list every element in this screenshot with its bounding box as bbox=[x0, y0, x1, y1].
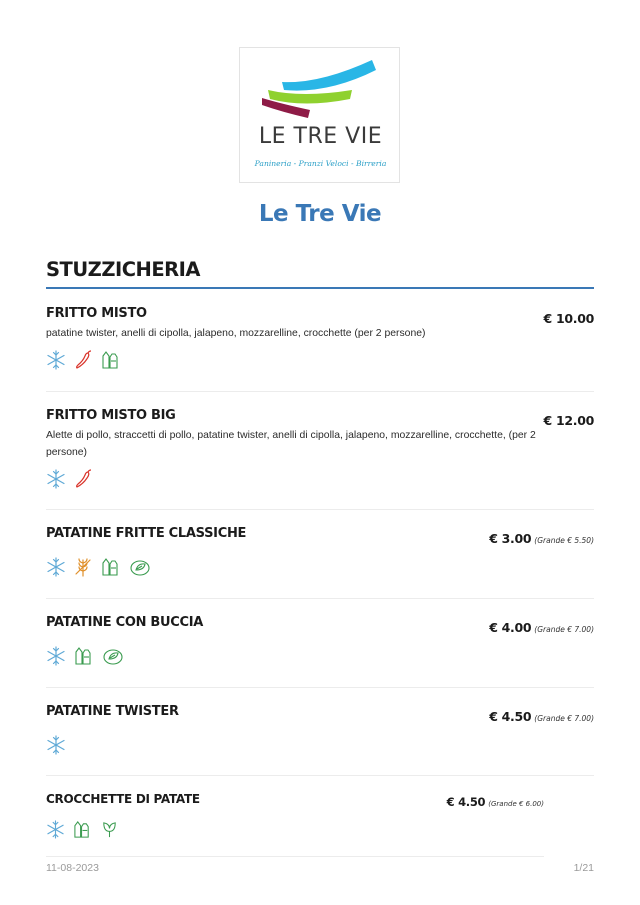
snowflake-icon bbox=[46, 735, 66, 755]
item-description: Alette di pollo, straccetti di pollo, patatine twister, anelli di cipolla, jalapeno, mozzarelline, crocchette, (per 2 persone) bbox=[46, 430, 536, 458]
logo-name: LE TRE VIE bbox=[258, 124, 383, 149]
section-rule bbox=[46, 287, 594, 289]
gluten-free-icon bbox=[73, 557, 93, 577]
milk-icon bbox=[100, 350, 122, 370]
footer-date: 11-08-2023 bbox=[46, 862, 99, 874]
item-name: FRITTO MISTO BIG bbox=[46, 408, 176, 423]
item-name: PATATINE FRITTE CLASSICHE bbox=[46, 526, 247, 541]
milk-icon bbox=[100, 557, 122, 577]
restaurant-logo bbox=[239, 47, 400, 183]
snowflake-icon bbox=[46, 469, 66, 489]
item-price: € 3.00 (Grande € 5.50) bbox=[489, 531, 594, 546]
item-price: € 4.50 (Grande € 7.00) bbox=[489, 709, 594, 724]
item-icons bbox=[46, 646, 124, 666]
item-name: CROCCHETTE DI PATATE bbox=[46, 792, 200, 806]
snowflake-icon bbox=[46, 557, 66, 577]
item-divider bbox=[46, 509, 594, 510]
item-name: PATATINE CON BUCCIA bbox=[46, 615, 204, 630]
item-icons bbox=[46, 350, 122, 370]
item-icons bbox=[46, 557, 151, 577]
logo-tagline: Panineria - Pranzi Veloci - Birreria bbox=[254, 159, 387, 168]
snowflake-icon bbox=[46, 646, 66, 666]
item-divider bbox=[46, 598, 594, 599]
item-icons bbox=[46, 820, 119, 839]
chili-icon bbox=[73, 350, 93, 370]
item-icons bbox=[46, 735, 66, 755]
item-divider bbox=[46, 391, 594, 392]
item-price: € 10.00 bbox=[543, 311, 594, 326]
item-price-grande: (Grande € 6.00) bbox=[488, 800, 544, 808]
vegan-icon bbox=[102, 646, 124, 666]
vegetarian-icon bbox=[100, 820, 119, 839]
vegan-icon bbox=[129, 557, 151, 577]
item-icons bbox=[46, 469, 93, 489]
item-price: € 4.50 (Grande € 6.00) bbox=[446, 795, 544, 809]
item-divider bbox=[46, 856, 544, 857]
item-price-grande: (Grande € 7.00) bbox=[534, 714, 594, 723]
restaurant-title: Le Tre Vie bbox=[258, 201, 382, 227]
item-divider bbox=[46, 687, 594, 688]
milk-icon bbox=[73, 646, 95, 666]
item-name: FRITTO MISTO bbox=[46, 306, 147, 321]
item-name: PATATINE TWISTER bbox=[46, 704, 179, 719]
milk-icon bbox=[72, 820, 93, 839]
item-divider bbox=[46, 775, 594, 776]
snowflake-icon bbox=[46, 350, 66, 370]
item-price-grande: (Grande € 7.00) bbox=[534, 625, 594, 634]
item-description: patatine twister, anelli di cipolla, jalapeno, mozzarelline, crocchette (per 2 persone) bbox=[46, 328, 426, 339]
item-price: € 4.00 (Grande € 7.00) bbox=[489, 620, 594, 635]
chili-icon bbox=[73, 469, 93, 489]
item-price: € 12.00 bbox=[543, 413, 594, 428]
section-title: STUZZICHERIA bbox=[46, 258, 201, 281]
footer-page-number: 1/21 bbox=[573, 862, 594, 874]
snowflake-icon bbox=[46, 820, 65, 839]
item-price-grande: (Grande € 5.50) bbox=[534, 536, 594, 545]
